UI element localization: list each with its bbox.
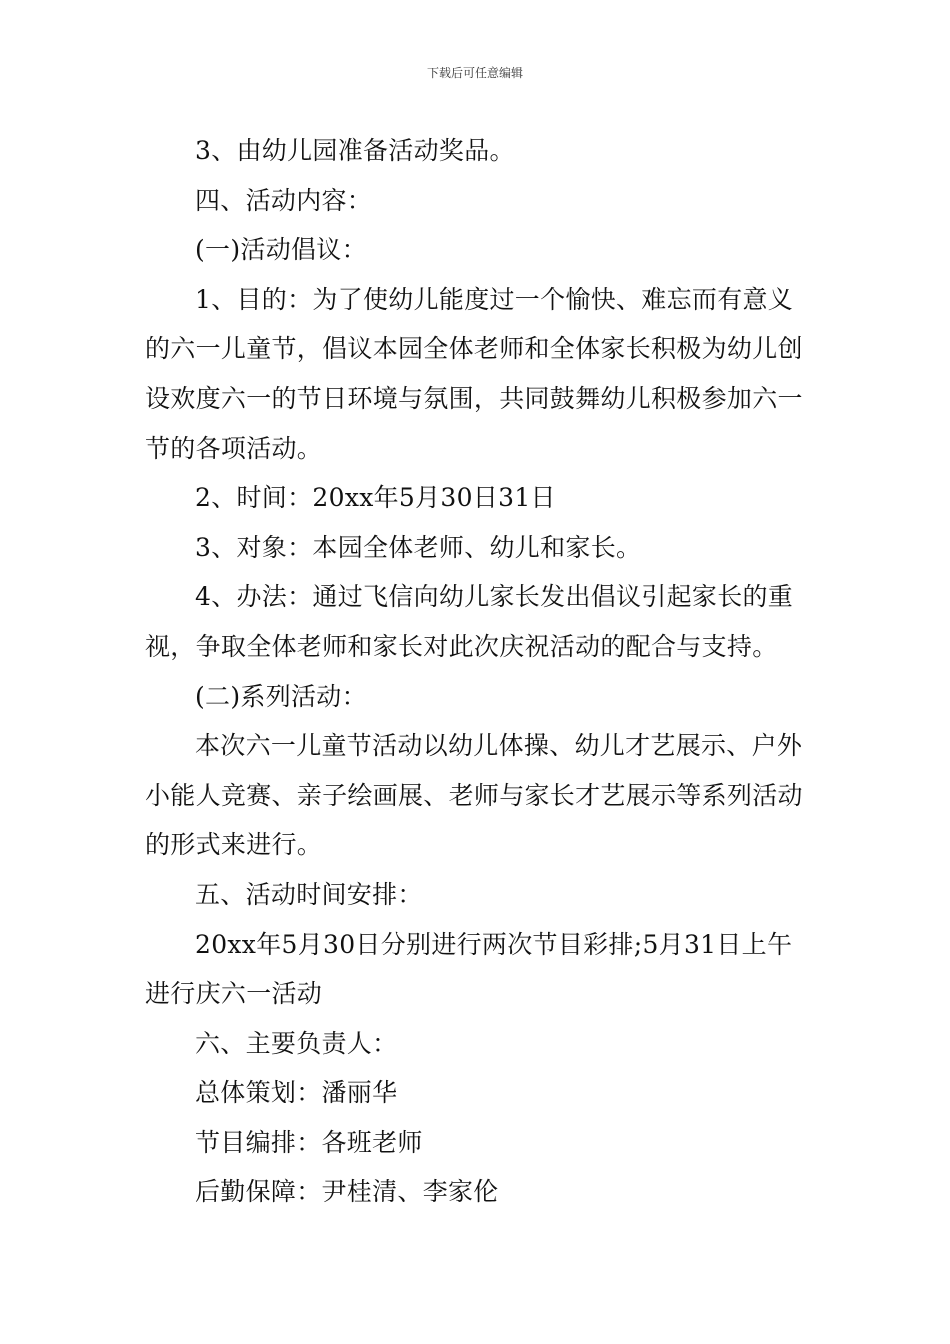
heading-activity-content: 四、活动内容： — [195, 185, 373, 215]
paragraph-purpose: 1、目的：为了使幼儿能度过一个愉快、难忘而有意义的六一儿童节，倡议本园全体老师和全体家长积极为幼儿创设欢度六一的节日环境与氛围，共同鼓舞幼儿积极参加六一节的各项活动。 — [145, 284, 803, 463]
paragraph-method: 4、办法：通过飞信向幼儿家长发出倡议引起家长的重视，争取全体老师和家长对此次庆祝活动的配合与支持。 — [145, 582, 794, 661]
page-header: 下载后可任意编辑 — [426, 66, 523, 80]
heading-schedule: 五、活动时间安排： — [195, 879, 423, 909]
paragraph-logistics: 后勤保障：尹桂清、李家伦 — [195, 1177, 499, 1207]
paragraph-programming: 节目编排：各班老师 — [195, 1127, 423, 1157]
paragraph-schedule: 20xx年5月30日分别进行两次节目彩排;5月31日上午进行庆六一活动 — [145, 929, 793, 1009]
paragraph-series-description: 本次六一儿童节活动以幼儿体操、幼儿才艺展示、户外小能人竞赛、亲子绘画展、老师与家长才艺展示等系列活动的形式来进行。 — [145, 731, 803, 860]
subheading-initiative: (一)活动倡议： — [195, 235, 367, 265]
subheading-series: (二)系列活动： — [195, 681, 367, 711]
paragraph-time: 2、时间：20xx年5月30日31日 — [195, 483, 556, 513]
document-body — [145, 126, 809, 1217]
paragraph-audience: 3、对象：本园全体老师、幼儿和家长。 — [195, 532, 642, 562]
heading-responsible: 六、主要负责人： — [195, 1028, 398, 1058]
paragraph-prizes: 3、由幼儿园准备活动奖品。 — [195, 136, 515, 165]
paragraph-planning: 总体策划：潘丽华 — [195, 1078, 398, 1108]
